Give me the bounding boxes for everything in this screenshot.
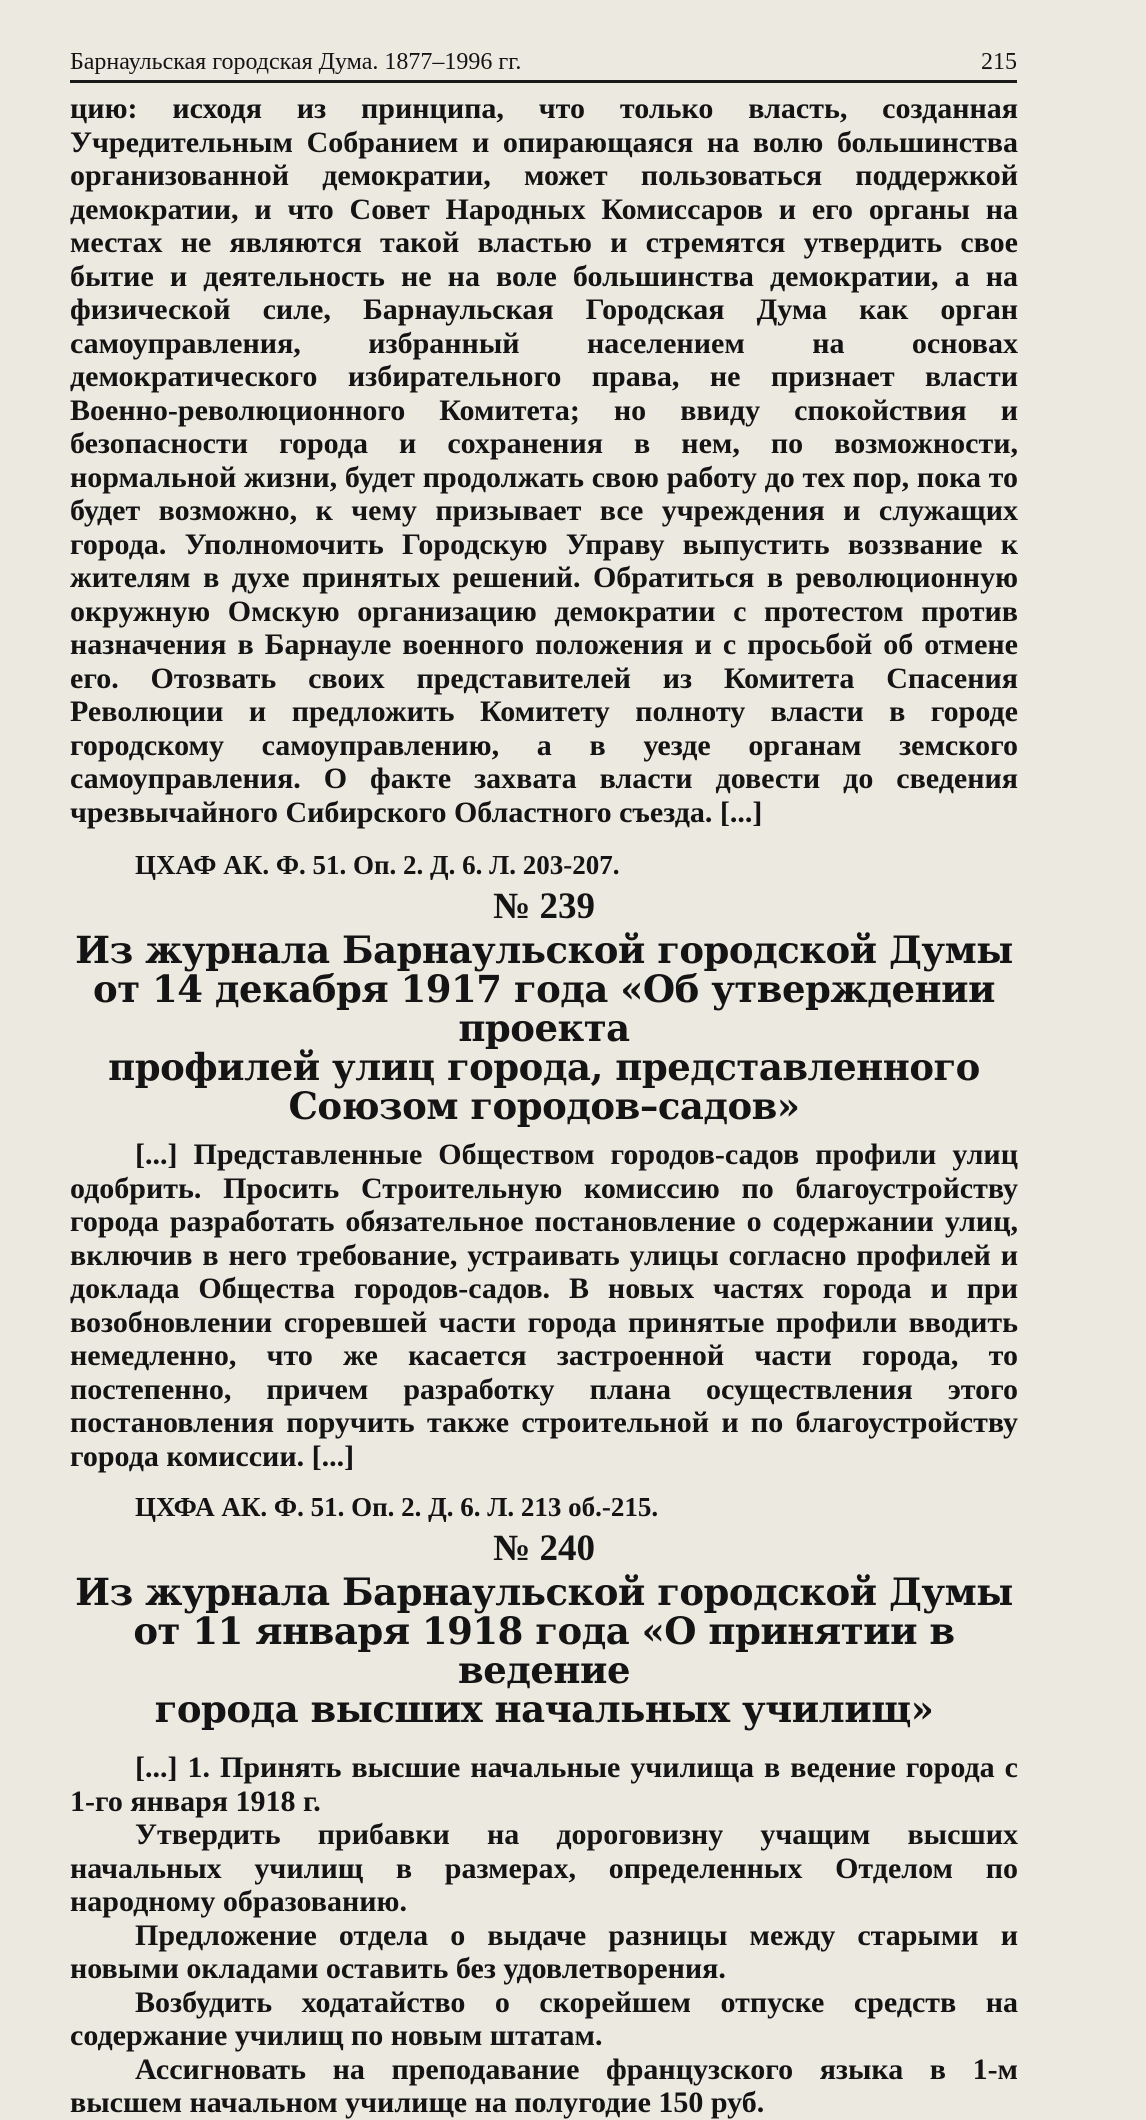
title-line: от 14 декабря 1917 года «Об утверждении проекта — [93, 967, 995, 1050]
document-text — [70, 1751, 1018, 2120]
document-title — [70, 928, 1018, 1128]
running-title: Барнаульская городская Дума. 1877–1996 гг. — [70, 49, 522, 75]
continuation-paragraph: цию: исходя из принципа, что только власть, созданная Учредительным Собранием и опирающаяся на волю большинства организованной демократии, может пользоваться поддержкой демократии, и что Совет Народных Комиссаров и его органы на местах не являются такой властью и стремятся утвердить свое бытие и деятельность не на воле большинства демократии, а на физической силе, Барнаульская Городская Дума как орган самоуправления, избранный населением на основах демократического избирательного права, не признает власти Военно-революционного Комитета; но ввиду спокойствия и безопасности города и сохранения в нем, по возможности, нормальной жизни, будет продолжать свою работу до тех пор, пока то будет возможно, к чему призывает все учреждения и служащих города. Уполномочить Городскую Управу выпустить воззвание к жителям в духе принятых решений. Обратиться в революционную окружную Омскую организацию демократии с протестом против назначения в Барнауле военного положения и с просьбой об отмене его. Отозвать своих представителей из Комитета Спасения Революции и предложить Комитету полноту власти в городе городскому самоуправлению, а в уезде органам земского самоуправления. О факте захвата власти довести до сведения чрезвычайного Сибирского Областного съезда. [...] — [70, 92, 1018, 829]
resolution-paragraph: Утвердить прибавки на дороговизну учащим высших начальных училищ в размерах, определенных Отделом по народному образованию. — [70, 1818, 1018, 1918]
page-number: 215 — [981, 49, 1017, 75]
resolution-paragraph: Предложение отдела о выдаче разницы между старыми и новыми окладами оставить без удовлетворения. — [70, 1918, 1018, 1985]
title-line: Из журнала Барнаульской городской Думы — [75, 1570, 1013, 1614]
title-line: Союзом городов–садов» — [288, 1084, 800, 1128]
document-239 — [70, 887, 1018, 1523]
document-text: [...] Представленные Обществом городов-садов профили улиц одобрить. Просить Строительную комиссию по благоустройству города разработать обязательное постановление о содержании улиц, включив в него требование, устраивать улицы согласно профилей и доклада Общества городов-садов. В новых частях города и при возобновлении сгоревшей части города принятые профили вводить немедленно, что же касается застроенной части города, то постепенно, причем разработку плана осуществления этого постановления поручить также строительной и по благоустройству города комиссии. [...] — [70, 1138, 1018, 1473]
document-number: № 240 — [493, 1528, 595, 1569]
document-240 — [70, 1529, 1018, 2120]
title-line: профилей улиц города, представленного — [108, 1045, 980, 1089]
resolution-paragraph: Возбудить ходатайство о скорейшем отпуске средств на содержание училищ по новым штатам. — [70, 1985, 1018, 2052]
page-header — [70, 48, 1017, 83]
title-line: от 11 января 1918 года «О принятии в ведение — [133, 1609, 955, 1692]
title-line: Из журнала Барнаульской городской Думы — [75, 928, 1013, 972]
document-title — [70, 1570, 1018, 1731]
resolution-paragraph: [...] 1. Принять высшие начальные училища в ведение города с 1-го января 1918 г. — [70, 1751, 1018, 1818]
archive-source-238: ЦХАФ АК. Ф. 51. Оп. 2. Д. 6. Л. 203-207. — [135, 850, 620, 880]
archive-source-239: ЦХФА АК. Ф. 51. Оп. 2. Д. 6. Л. 213 об.-215. — [135, 1492, 659, 1522]
page-content — [70, 92, 1018, 2120]
title-line: города высших начальных училищ» — [154, 1687, 934, 1731]
resolution-paragraph: Ассигновать на преподавание французского языка в 1-м высшем начальном училище на полугодие 150 руб. — [70, 2052, 1018, 2119]
document-number: № 239 — [493, 886, 595, 927]
